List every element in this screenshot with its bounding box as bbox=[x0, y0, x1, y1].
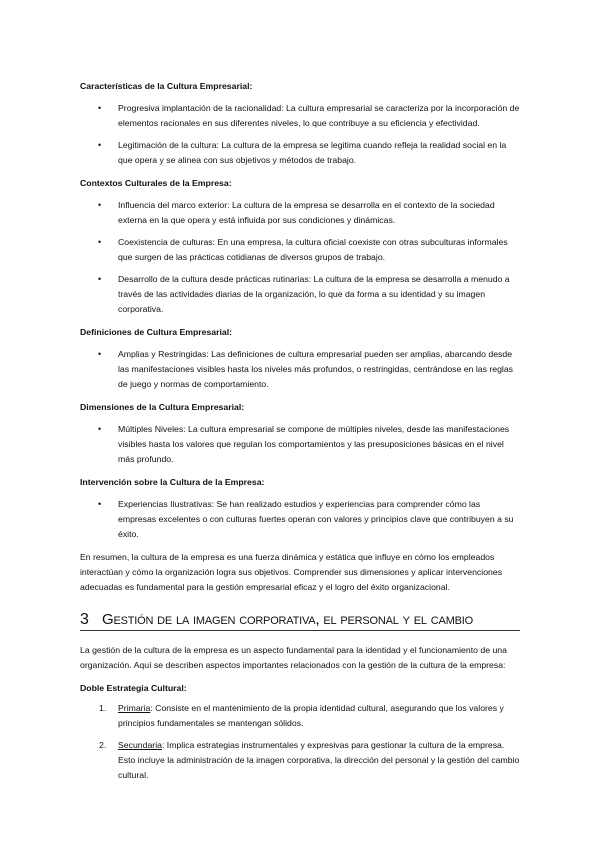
bullet-icon: • bbox=[98, 499, 102, 509]
summary-paragraph: En resumen, la cultura de la empresa es una fuerza dinámica y estática que influye en cómo los empleados interactúan y cómo la organización logra sus objetivos. Comprender sus dimensiones y aplicar intervenciones adecuadas es fundamental para la gestión empresarial eficaz y el logro del éxito organizacional. bbox=[80, 552, 503, 592]
list-item: • Múltiples Niveles: La cultura empresarial se compone de múltiples niveles, desde las manifestaciones visibles hasta los valores que regulan los comportamientos y las presuposiciones básicas en el nivel más profundo. bbox=[98, 424, 510, 464]
term-label: Primaria bbox=[118, 703, 151, 713]
intro-paragraph: La gestión de la cultura de la empresa es un aspecto fundamental para la identidad y el funcionamiento de una organización. Aquí se describen aspectos importantes relacionados con la gestión de la cultura de la empresa: bbox=[80, 645, 507, 670]
bullet-icon: • bbox=[98, 103, 102, 113]
bullet-list bbox=[80, 497, 520, 542]
list-item: 2. Secundaria: Implica estrategias instrumentales y expresivas para gestionar la cultura de la empresa. Esto incluye la administración de la imagen corporativa, la dirección del personal y la gestión del cambio cultural. bbox=[99, 740, 520, 780]
bullet-icon: • bbox=[98, 237, 102, 247]
page-content bbox=[80, 79, 520, 790]
section-heading: Intervención sobre la Cultura de la Empresa: bbox=[80, 477, 265, 487]
bullet-icon: • bbox=[98, 424, 102, 434]
chapter-number: 3 bbox=[80, 611, 89, 628]
term-label: Secundaria bbox=[118, 740, 162, 750]
chapter-heading bbox=[80, 612, 520, 631]
list-item: • Desarrollo de la cultura desde prácticas rutinarias: La cultura de la empresa se desarrolla a menudo a través de las actividades diarias de la organización, lo que da forma a su identidad y su imagen corporativa. bbox=[98, 274, 510, 314]
bullet-icon: • bbox=[98, 349, 102, 359]
bullet-icon: • bbox=[98, 200, 102, 210]
bullet-icon: • bbox=[98, 274, 102, 284]
list-item: • Influencia del marco exterior: La cultura de la empresa se desarrolla en el contexto de la sociedad externa en la que opera y está influida por sus condiciones y dinámicas. bbox=[98, 200, 495, 225]
numbered-list bbox=[80, 701, 520, 783]
section-heading: Contextos Culturales de la Empresa: bbox=[80, 178, 232, 188]
section-heading: Definiciones de Cultura Empresarial: bbox=[80, 327, 233, 337]
section-heading: Doble Estrategia Cultural: bbox=[80, 683, 187, 693]
bullet-list bbox=[80, 347, 520, 392]
section-heading: Características de la Cultura Empresarial: bbox=[80, 81, 253, 91]
list-item: • Coexistencia de culturas: En una empresa, la cultura oficial coexiste con otras subculturas informales que surgen de las prácticas cotidianas de diversos grupos de trabajo. bbox=[98, 237, 508, 262]
list-item: • Amplias y Restringidas: Las definiciones de cultura empresarial pueden ser amplias, abarcando desde las manifestaciones visibles hasta los niveles más profundos, o restringidas, centrándose en las reglas de juego y normas de comportamiento. bbox=[98, 349, 514, 389]
bullet-icon: • bbox=[98, 140, 102, 150]
list-item: • Progresiva implantación de la racionalidad: La cultura empresarial se caracteriza por la incorporación de elementos racionales en sus diferentes niveles, lo que contribuye a su eficiencia y efectividad. bbox=[98, 103, 520, 128]
list-item: • Experiencias Ilustrativas: Se han realizado estudios y experiencias para comprender cómo las empresas excelentes o con culturas fuertes operan con valores y principios clave que contribuyen a su éxito. bbox=[98, 499, 514, 539]
bullet-list bbox=[80, 101, 520, 168]
chapter-title: Gestión de la imagen corporativa, el personal y el cambio bbox=[102, 611, 474, 628]
list-item: 1. Primaria: Consiste en el mantenimiento de la propia identidad cultural, asegurando que los valores y principios fundamentales se mantengan sólidos. bbox=[99, 703, 504, 728]
list-item: • Legitimación de la cultura: La cultura de la empresa se legitima cuando refleja la realidad social en la que opera y se alinea con sus objetivos y métodos de trabajo. bbox=[98, 140, 507, 165]
bullet-list bbox=[80, 422, 520, 467]
bullet-list bbox=[80, 198, 520, 317]
section-heading: Dimensiones de la Cultura Empresarial: bbox=[80, 402, 245, 412]
